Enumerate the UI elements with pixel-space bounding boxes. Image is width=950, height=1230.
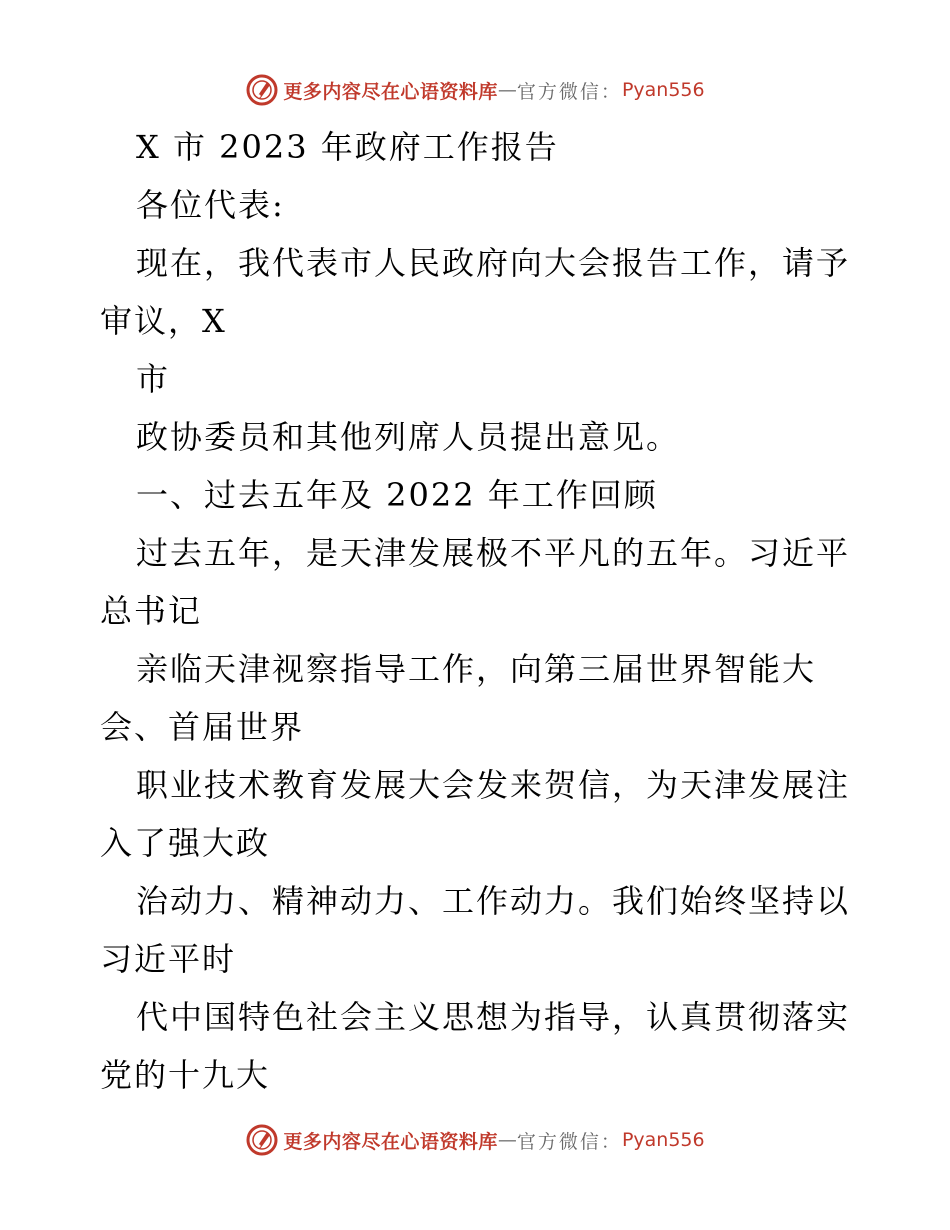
paragraph-line: 代中国特色社会主义思想为指导，认真贯彻落实 [136, 998, 851, 1036]
paragraph-line: 入了强大政 [100, 824, 271, 862]
watermark-wechat-id: Pyan556 [621, 79, 705, 101]
watermark-label: 官方微信： [516, 80, 622, 103]
watermark-brand: 更多内容尽在心语资料库 [283, 80, 498, 103]
paragraph-line: 党的十九大 [100, 1056, 271, 1094]
pen-nib-icon [245, 1123, 279, 1157]
paragraph-line: 审议，X [100, 302, 227, 340]
paragraph-line: 市 [136, 360, 171, 398]
watermark-brand: 更多内容尽在心语资料库 [283, 1130, 498, 1153]
paragraph-line: 习近平时 [100, 940, 237, 978]
document-body [100, 118, 860, 1104]
paragraph-line: 总书记 [100, 592, 203, 630]
paragraph-line: 治动力、精神动力、工作动力。我们始终坚持以 [136, 882, 851, 920]
paragraph-line: 政协委员和其他列席人员提出意见。 [136, 418, 681, 456]
watermark-label: 官方微信： [516, 1130, 622, 1153]
paragraph-line: 亲临天津视察指导工作，向第三届世界智能大 [136, 650, 817, 688]
section-heading: 一、过去五年及 2022 年工作回顾 [136, 476, 658, 514]
salutation: 各位代表: [136, 186, 285, 224]
footer-watermark [0, 1120, 950, 1160]
document-title: X 市 2023 年政府工作报告 [136, 128, 559, 166]
pen-nib-icon [245, 73, 279, 107]
watermark-wechat-id: Pyan556 [621, 1129, 705, 1151]
paragraph-line: 过去五年，是天津发展极不平凡的五年。习近平 [136, 534, 851, 572]
paragraph-line: 现在，我代表市人民政府向大会报告工作，请予 [136, 244, 851, 282]
paragraph-line: 职业技术教育发展大会发来贺信，为天津发展注 [136, 766, 851, 804]
paragraph-line: 会、首届世界 [100, 708, 305, 746]
watermark-separator: — [497, 79, 517, 101]
header-watermark [0, 70, 950, 110]
watermark-separator: — [497, 1129, 517, 1151]
